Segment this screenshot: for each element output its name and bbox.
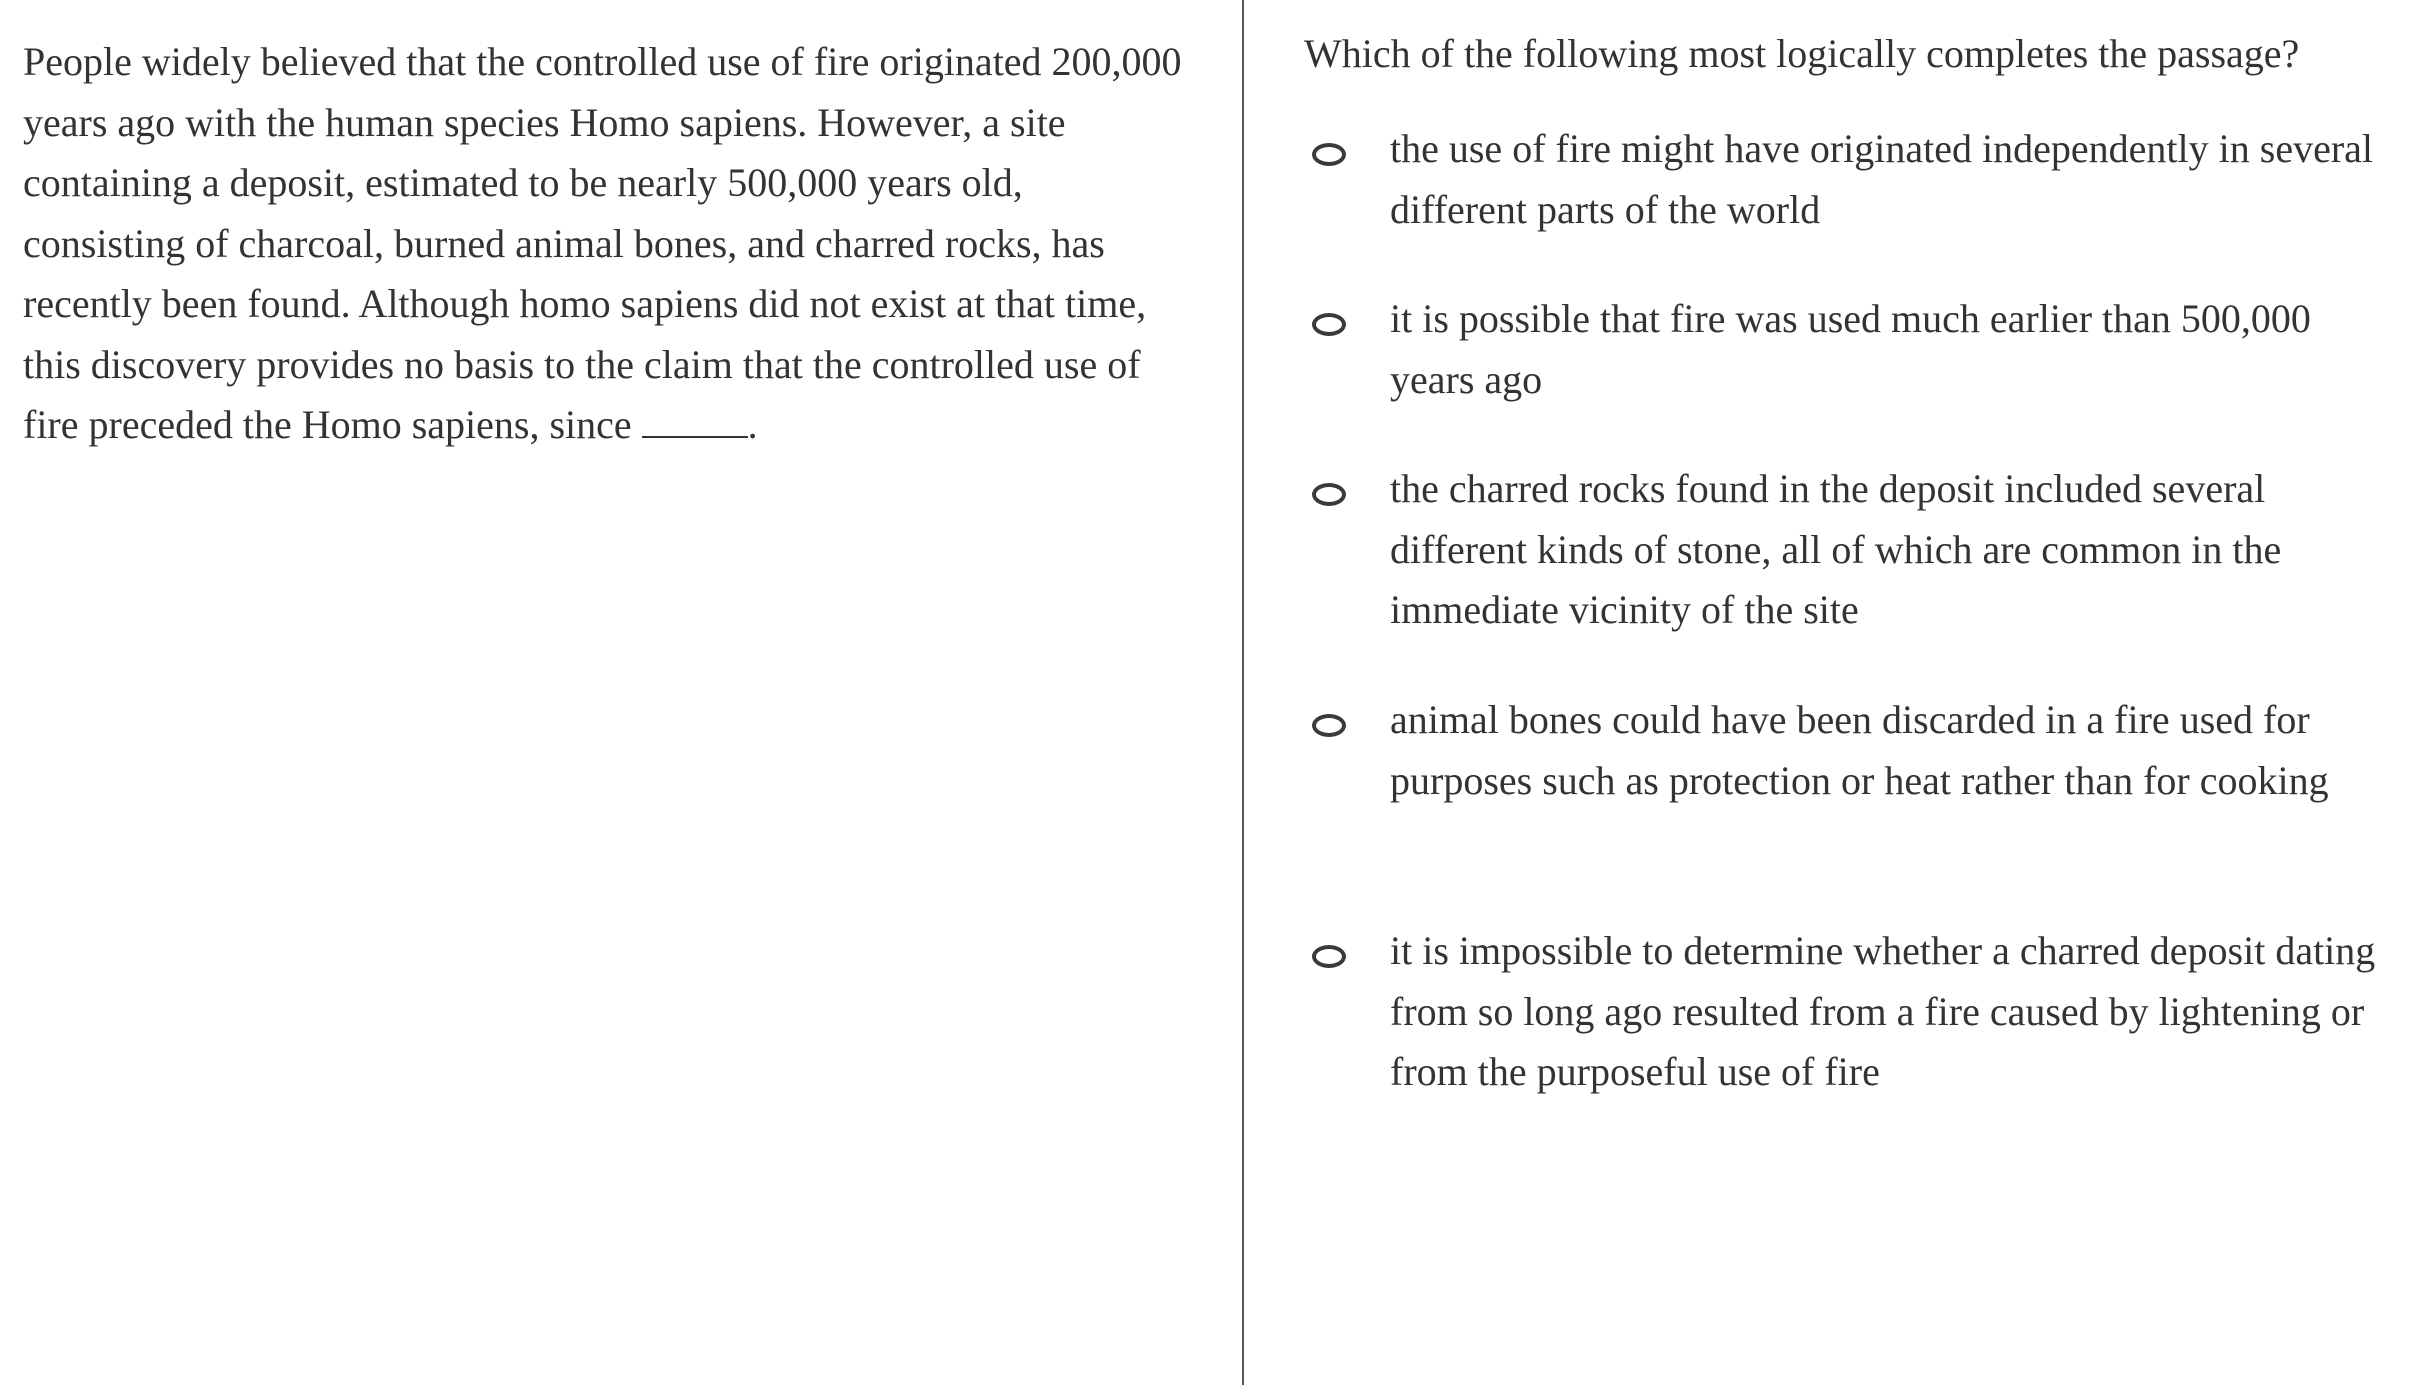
choice-d-label[interactable]: animal bones could have been discarded in a fire used for purposes such as protection or heat rather than for cooking [1390,697,2329,803]
choice-e[interactable] [1304,908,2404,1094]
question-stem: Which of the following most logically completes the passage? [1304,31,2300,76]
passage-text [23,32,1193,456]
passage-pane [23,32,1193,456]
choice-a[interactable] [1304,106,2404,232]
choice-e-label[interactable]: it is impossible to determine whether a charred deposit dating from so long ago resulted from a fire caused by lightening or from the purposeful use of fire [1390,928,2376,1094]
choice-a-label[interactable]: the use of fire might have originated independently in several different parts of the world [1390,126,2374,232]
radio-button-a[interactable] [1312,143,1346,166]
question-pane [1304,24,2404,1094]
choice-c-label[interactable]: the charred rocks found in the deposit included several different kinds of stone, all of which are common in the immediate vicinity of the site [1390,466,2282,632]
radio-button-c[interactable] [1312,483,1346,506]
passage-end-punctuation: . [747,402,758,447]
choice-c[interactable] [1304,446,2404,632]
radio-button-b[interactable] [1312,313,1346,336]
choice-d[interactable] [1304,677,2404,859]
radio-button-d[interactable] [1312,714,1346,737]
pane-divider[interactable] [1242,0,1244,1385]
choice-b-label[interactable]: it is possible that fire was used much earlier than 500,000 years ago [1390,296,2311,402]
radio-button-e[interactable] [1312,945,1346,968]
passage-body: People widely believed that the controlled use of fire originated 200,000 years ago with the human species Homo sapiens. However, a site containing a deposit, estimated to be nearly 500,000 years old, consisting of charcoal, burned animal bones, and charred rocks, has recently been found. Although homo sapiens did not exist at that time, this discovery provides no basis to the claim that the controlled use of fire preceded the Homo sapiens, since [23,39,1182,447]
answer-blank [642,402,748,438]
choice-b[interactable] [1304,276,2404,402]
